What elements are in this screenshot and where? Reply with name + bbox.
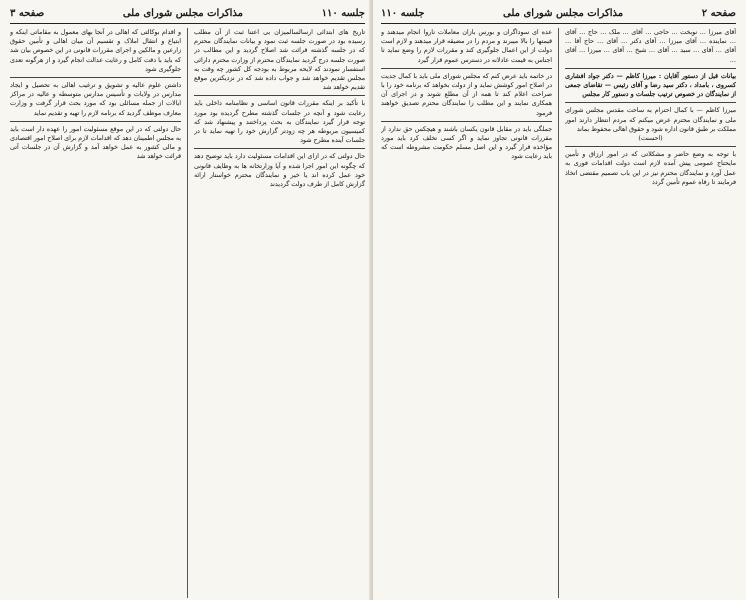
- column-rule: [558, 28, 559, 598]
- divider: [565, 146, 736, 147]
- right-page-col-left: [381, 28, 552, 598]
- speech-paragraph: با توجه به وضع حاضر و مشکلاتی که در امور ارزاق و تأمین مایحتاج عمومی پیش آمده لازم است دولت اقدامات فوری به عمل آورد و نمایندگان محترم نیز در این باب تصمیم مقتضی اتخاذ فرمایند تا رفاه عموم تأمین گردد: [565, 151, 736, 186]
- divider: [194, 95, 365, 96]
- left-page-col-left: [10, 28, 181, 598]
- column-rule: [187, 28, 188, 598]
- divider: [381, 121, 552, 122]
- divider: [565, 68, 736, 69]
- speech-paragraph: میرزا کاظم — با کمال احترام به ساحت مقدس مجلس شورای ملی و نمایندگان محترم عرض میکنم که مردم انتظار دارند امور مملکت بر طبق قانون اداره شود و حقوق اهالی محفوظ بماند: [565, 107, 736, 133]
- right-page: [373, 0, 746, 600]
- left-page-header: [10, 6, 365, 24]
- divider: [565, 102, 736, 103]
- applause-note: (احسنت): [638, 135, 663, 143]
- right-page-col-right: [565, 28, 736, 598]
- paragraph: حال دولتی که در ازای این اقدامات مسئولیت دارد باید توضیح دهد که چگونه این امور اجرا شده و آیا وزارتخانه ها به وظایف قانونی خود عمل کرده اند یا خیر و نمایندگان محترم خواستار ارائه گزارش کامل از طرف دولت گردیدند: [194, 153, 365, 189]
- left-page-columns: [10, 28, 365, 598]
- section-heading: بیانات قبل از دستور آقایان : میرزا کاظم — دکتر جواد افشاری کسروی ، بامداد ، دکتر سید رضا و آقای رئیس — تقاضای جمعی از نمایندگان در خصوص ترتیب جلسات و دستور کار مجلس: [565, 72, 736, 99]
- paragraph: در خاتمه باید عرض کنم که مجلس شورای ملی باید با کمال جدیت در اصلاح امور کوشش نماید و از دولت بخواهد که برنامه خود را با صراحت اعلام کند تا همه از آن مطلع شوند و در اجرای آن همکاری نمایند و این مطلب را نمایندگان محترم تصدیق خواهند فرمود: [381, 72, 552, 117]
- paragraph: جملگی باید در مقابل قانون یکسان باشند و هیچکس حق ندارد از مقررات قانونی تجاوز نماید و اگر کسی تخلف کرد باید مورد مؤاخذه قرار گیرد و این اصل مسلم حکومت مشروطه است که باید رعایت شود: [381, 125, 552, 161]
- left-page-number: صفحه ۳: [10, 7, 45, 19]
- right-session-number: جلسه ۱۱۰: [381, 7, 425, 19]
- left-page-col-right: [194, 28, 365, 598]
- divider: [10, 121, 181, 122]
- paragraph: با تأکید بر اینکه مقررات قانون اساسی و نظامنامه داخلی باید رعایت شود و آنچه در جلسات گذشته مطرح گردیده بود مورد توجه قرار گیرد نمایندگان به بحث پرداختند و پیشنهاد شد که کمیسیون مربوطه هر چه زودتر گزارش خود را تهیه نماید تا در جلسات آینده مطرح شود: [194, 100, 365, 145]
- paragraph: حال دولتی که در این موقع مسئولیت امور را عهده دار است باید به مجلس اطمینان دهد که اقدامات لازم برای اصلاح امور اقتصادی و مالی کشور به عمل خواهد آمد و گزارش آن در جلسات آتی قرائت خواهد شد: [10, 125, 181, 161]
- divider: [381, 68, 552, 69]
- right-page-columns: [381, 28, 736, 598]
- right-page-title: مذاکرات مجلس شورای ملی: [503, 7, 624, 19]
- paragraph: و اقدام بوکالتی که اهالی در آنجا بهای معمول به مقاماتی اینکه و ابتیاع و انتقال املاک و تقسیم آن میان اهالی و تأمین حقوق زارعین و مالکین و اجرای مقررات قانونی در این خصوص بیان شد که باید با دقت کامل و رعایت عدالت انجام گیرد و از هرگونه تعدی جلوگیری شود: [10, 29, 181, 73]
- right-page-header: [381, 6, 736, 24]
- left-session-number: جلسه ۱۱۰: [321, 7, 365, 19]
- paragraph: تاریخ های ابتدائی ارسالسالمیزان بی اعتنا ثبت از آن مطلب رسیده بود در صورت جلسه ثبت نمود و بیانات نمایندگان محترم که در جلسه گذشته قرائت شد اصلاح گردید و این مطالب در صورت جلسه درج گردید نمایندگان محترم از وزارت محترم دارائی استفسار نمودند که لایحه مربوط به بودجه کل کشور چه وقت به مجلس تقدیم خواهد شد و جواب داده شد که در نزدیکترین موقع تقدیم خواهد شد: [194, 29, 365, 92]
- paragraph: داشتن علوم عالیه و تشویق و ترغیب اهالی به تحصیل و ایجاد مدارس در ولایات و تأسیس مدارس متوسطه و عالیه در مراکز ایالات از جمله مسائلی بود که مورد بحث قرار گرفت و وزارت معارف موظف گردید که برنامه لازم را تهیه و تقدیم نماید: [10, 82, 181, 117]
- paragraph: عده ای سوداگران و بورس بازان معاملات ناروا انجام میدهند و قیمتها را بالا میبرند و مردم را در مضیقه قرار میدهند و لازم است دولت از این اعمال جلوگیری کند و مقررات لازم را وضع نماید تا اجناس به قیمت عادلانه در دسترس عموم قرار گیرد: [381, 29, 552, 64]
- attendee-list: آقای میرزا … نوبخت … حاجی … آقای … ملک … حاج … آقای … نماینده … آقای میرزا … آقای دکتر … آقای … حاج آقا … آقای … آقای … سید … آقای … شیخ … آقای … میرزا … آقای …: [565, 29, 736, 64]
- left-page-title: مذاکرات مجلس شورای ملی: [122, 7, 243, 19]
- divider: [10, 77, 181, 78]
- divider: [194, 148, 365, 149]
- right-page-number: صفحه ۲: [701, 7, 736, 19]
